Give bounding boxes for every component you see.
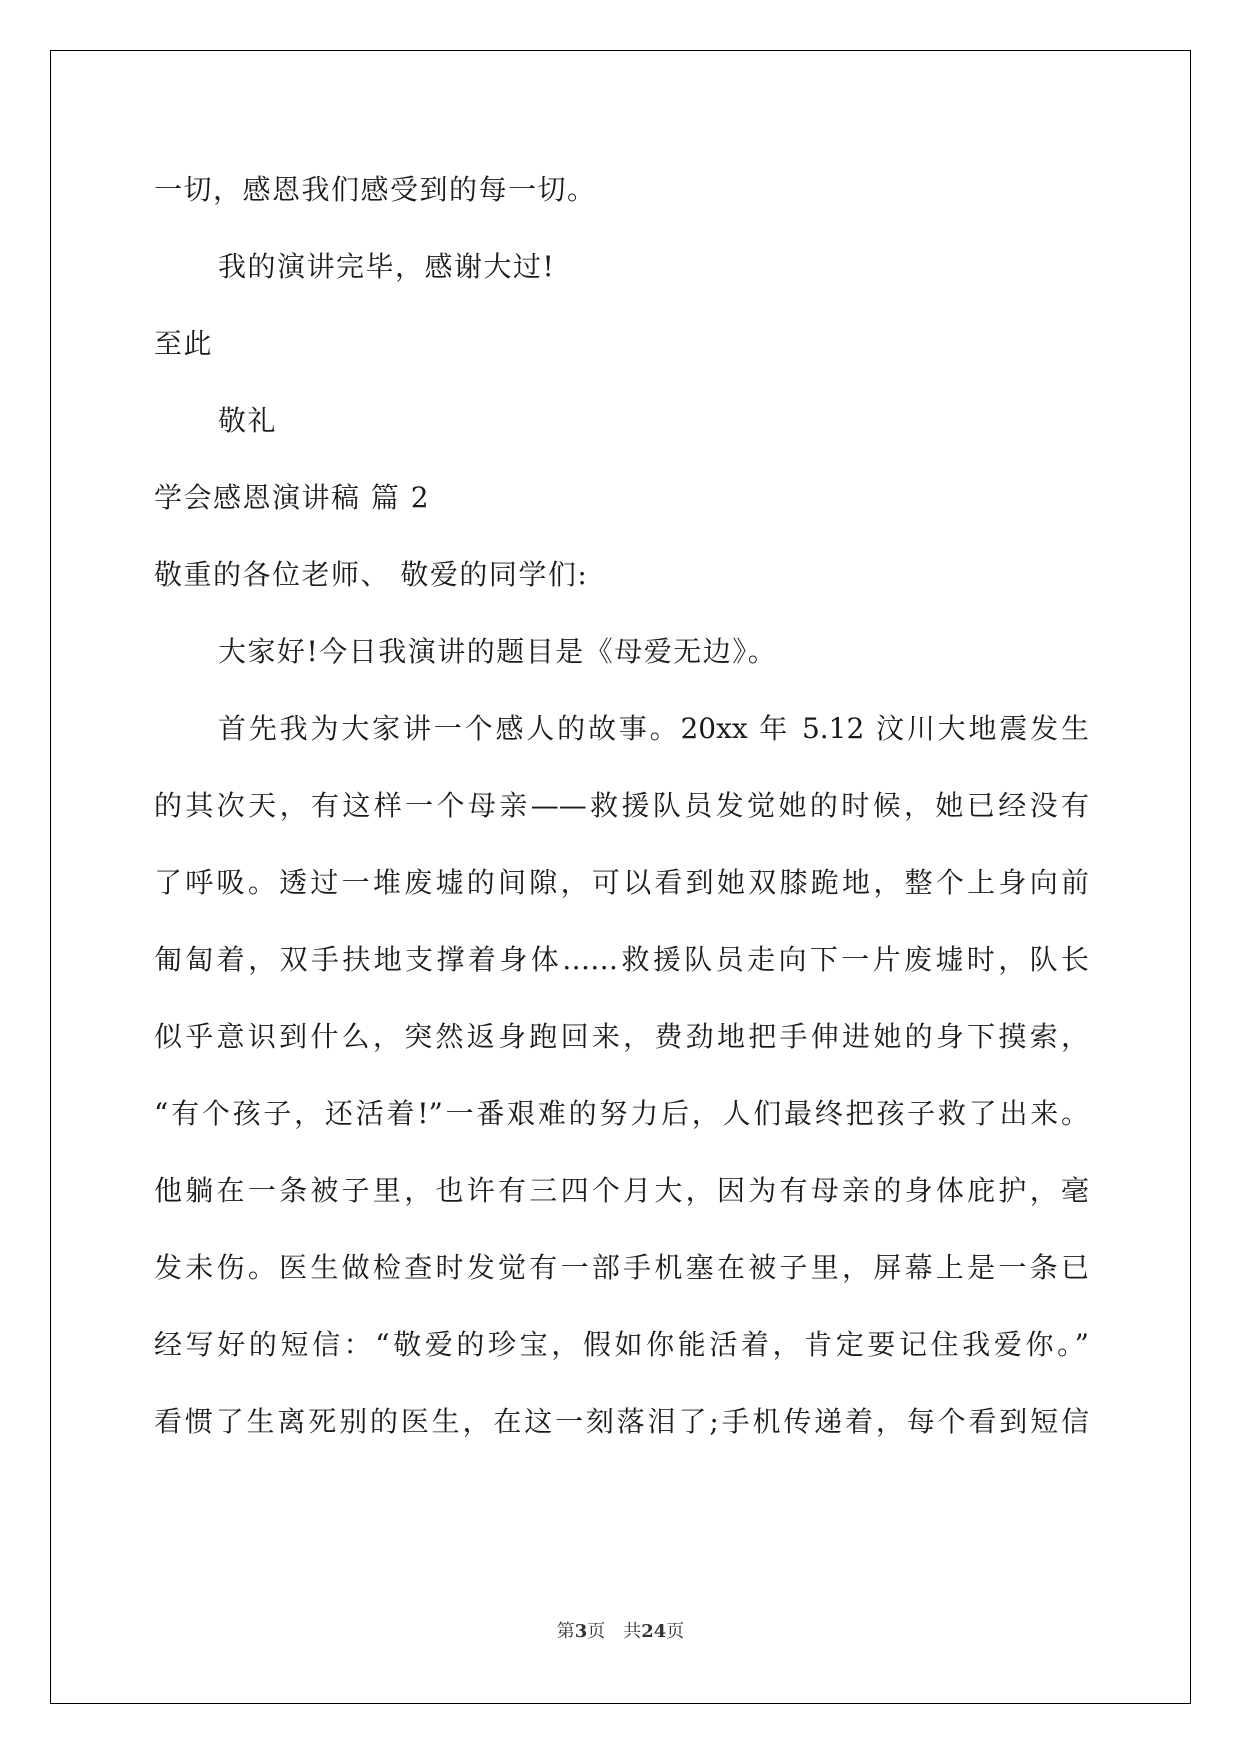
- text-line: 了呼吸。透过一堆废墟的间隙，可以看到她双膝跪地，整个上身向前: [154, 866, 1089, 899]
- text-line: 我的演讲完毕，感谢大过!: [218, 250, 556, 283]
- text-line: 经写好的短信：“敬爱的珍宝，假如你能活着，肯定要记住我爱你。”: [154, 1328, 1089, 1361]
- text-line: 大家好!今日我演讲的题目是《母爱无边》。: [218, 635, 778, 668]
- footer-mid: 页 共: [587, 1621, 642, 1642]
- text-line: 发未伤。医生做检查时发觉有一部手机塞在被子里，屏幕上是一条已: [154, 1251, 1089, 1284]
- text-line: 一切，感恩我们感受到的每一切。: [154, 173, 597, 206]
- text-line: 首先我为大家讲一个感人的故事。20xx 年 5.12 汶川大地震发生: [218, 712, 1089, 745]
- footer-prefix: 第: [556, 1621, 575, 1642]
- current-page-number: 3: [574, 1621, 588, 1642]
- footer-suffix: 页: [666, 1621, 685, 1642]
- page-footer: [0, 1617, 1241, 1643]
- text-line: 至此: [154, 327, 214, 360]
- text-line: 似乎意识到什么，突然返身跑回来，费劲地把手伸进她的身下摸索，: [154, 1020, 1089, 1053]
- text-line: 匍匐着，双手扶地支撑着身体……救援队员走向下一片废墟时，队长: [154, 943, 1089, 976]
- total-page-count: 24: [641, 1621, 667, 1642]
- text-line: 的其次天，有这样一个母亲——救援队员发觉她的时候，她已经没有: [154, 789, 1089, 822]
- text-line: “有个孩子，还活着!”一番艰难的努力后，人们最终把孩子救了出来。: [154, 1097, 1089, 1130]
- section-heading: 学会感恩演讲稿 篇 2: [154, 481, 431, 514]
- text-line: 他躺在一条被子里，也许有三四个月大，因为有母亲的身体庇护，毫: [154, 1174, 1089, 1207]
- text-line: 看惯了生离死别的医生，在这一刻落泪了;手机传递着，每个看到短信: [154, 1405, 1089, 1438]
- salutation: 敬重的各位老师、 敬爱的同学们:: [154, 558, 589, 591]
- text-line: 敬礼: [218, 404, 278, 437]
